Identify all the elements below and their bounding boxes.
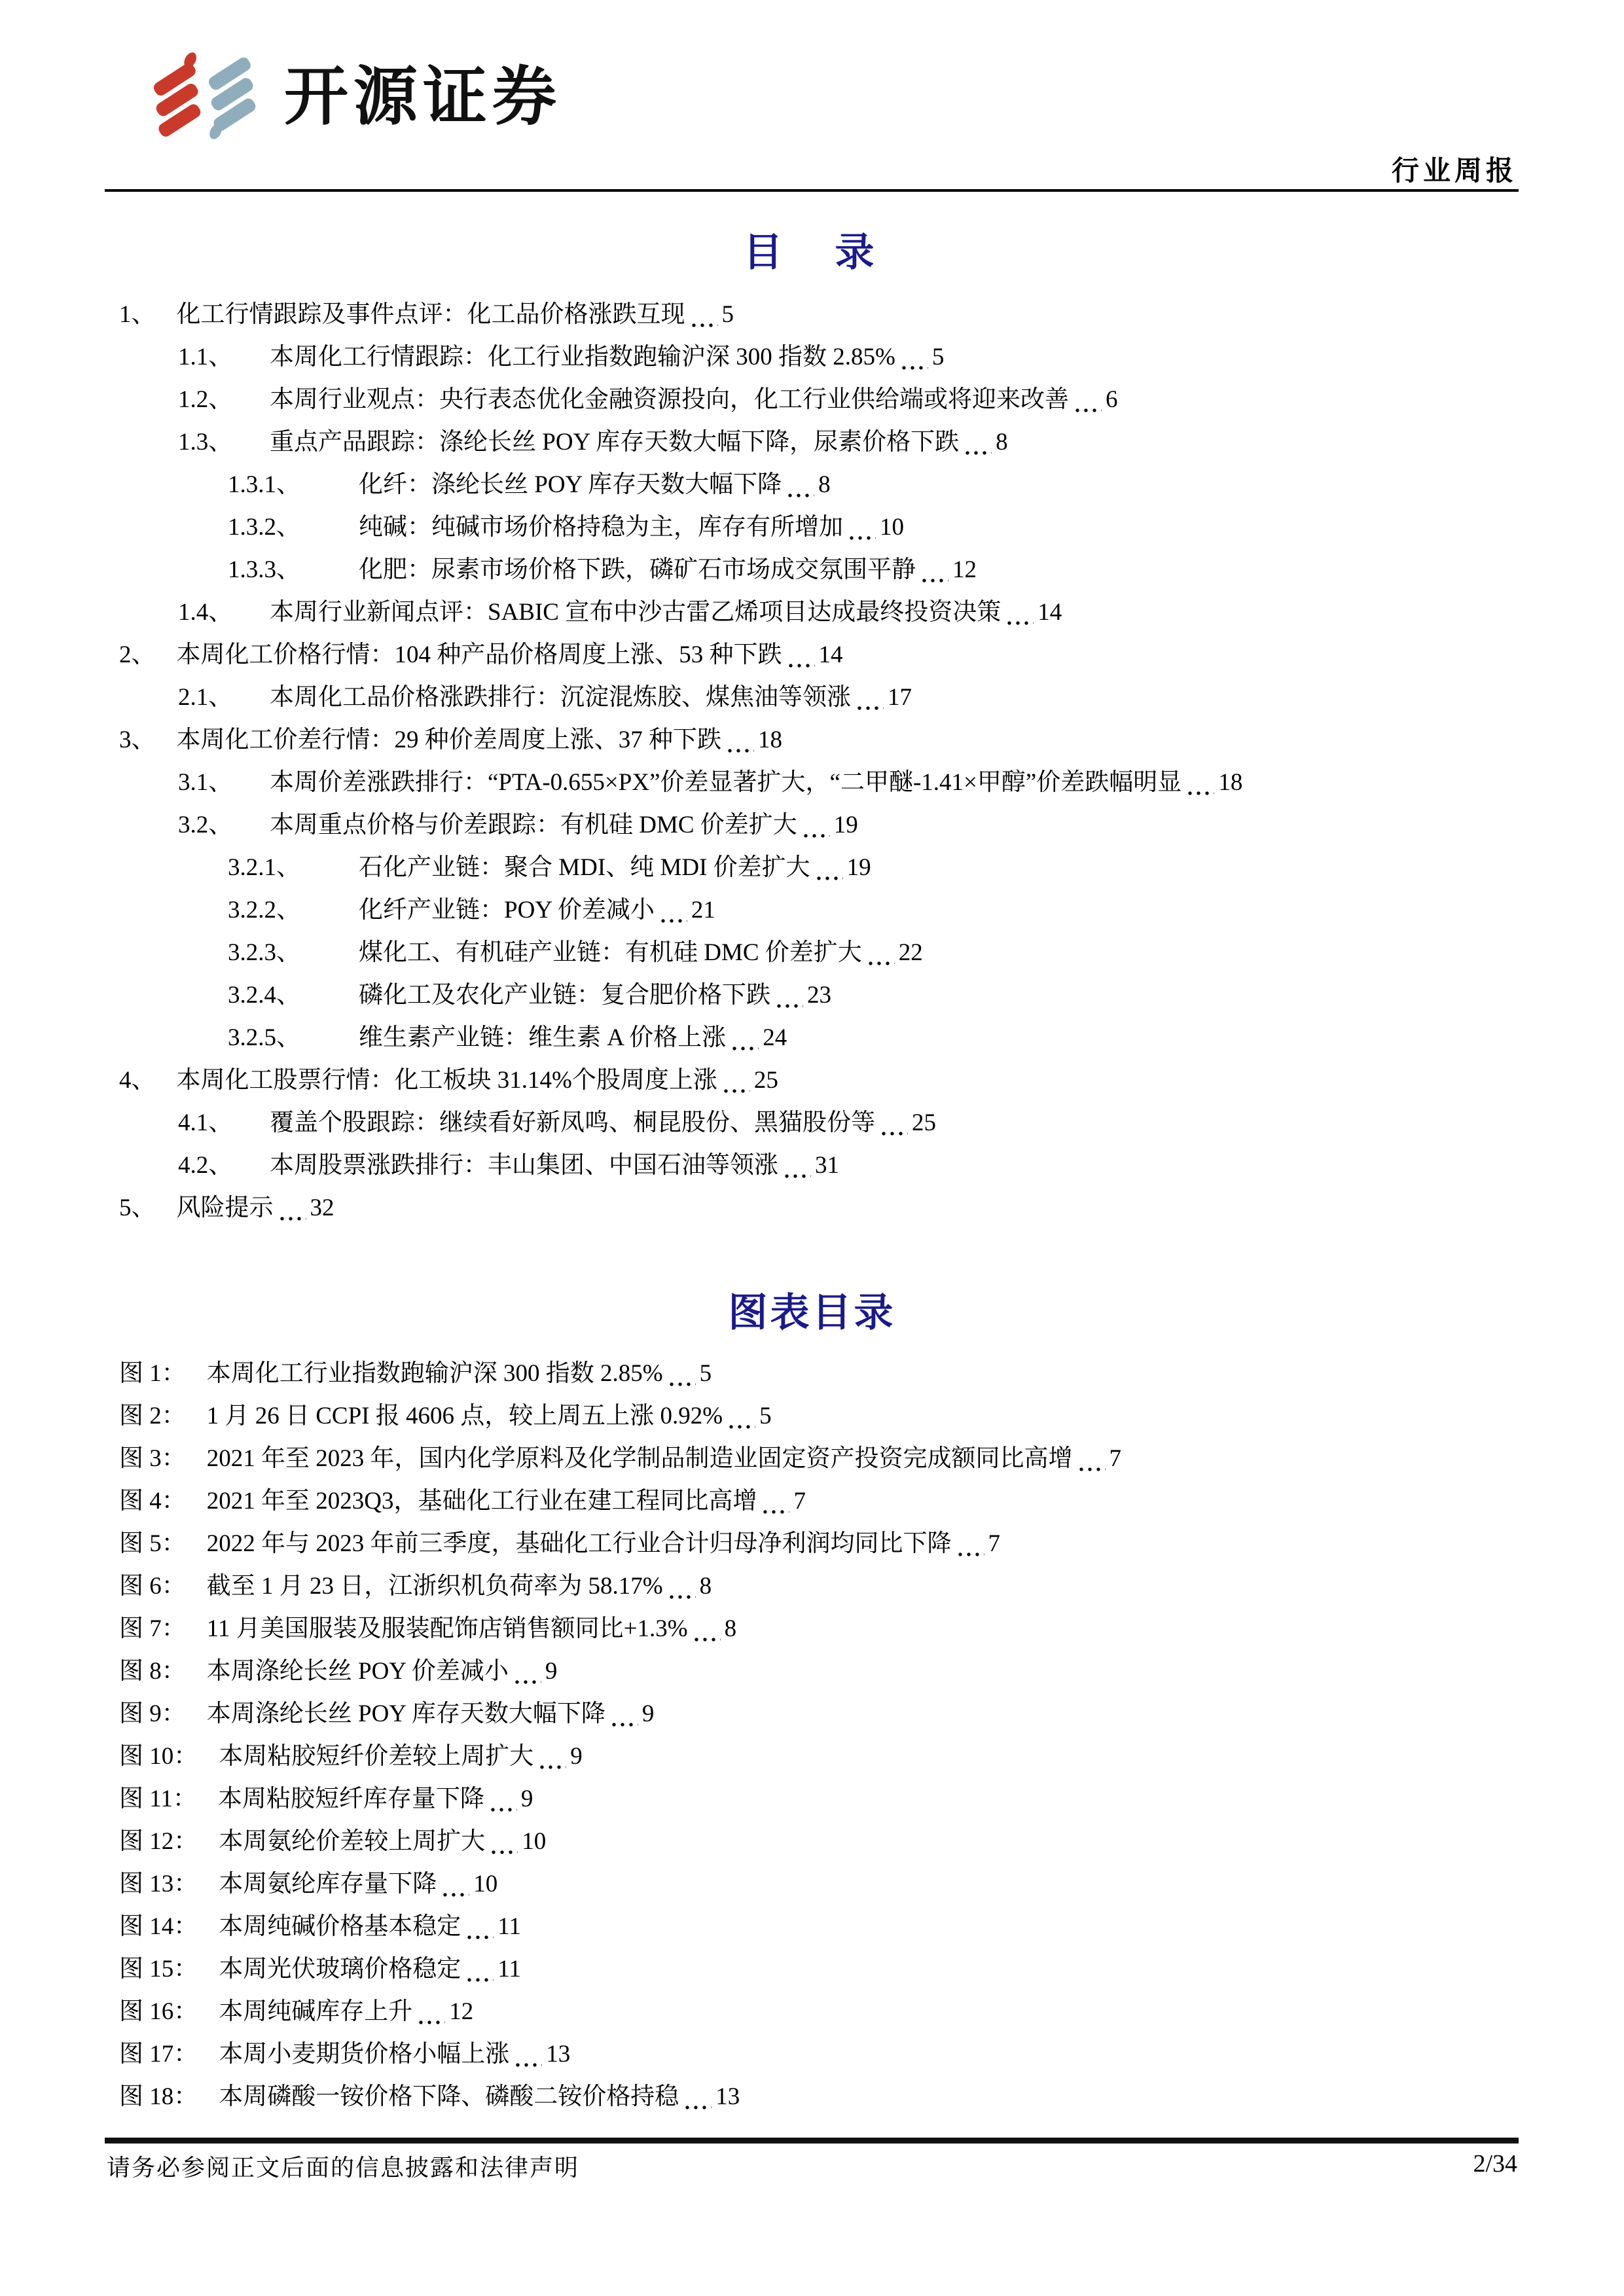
figure-entry-page: 5: [699, 1360, 712, 1387]
figure-entry-page: 9: [570, 1743, 583, 1770]
figure-toc-entry[interactable]: [105, 1735, 1519, 1778]
figure-entry-page: 13: [546, 2041, 571, 2068]
figure-toc-entry[interactable]: [105, 1480, 1519, 1522]
figure-entry-label: 本周涤纶长丝 POY 价差减小: [206, 1658, 509, 1685]
figure-toc-entry[interactable]: [105, 1990, 1519, 2033]
figure-entry-label: 截至 1 月 23 日，江浙织机负荷率为 58.17%: [206, 1573, 663, 1600]
figure-entry-label: 本周化工行业指数跑输沪深 300 指数 2.85%: [206, 1360, 663, 1387]
dot-leader: [869, 931, 895, 974]
figure-toc-entry[interactable]: [105, 1948, 1519, 1990]
dot-leader: [728, 719, 754, 761]
figure-entry-number: 图 1：: [119, 1360, 186, 1387]
dot-leader: [785, 1144, 811, 1187]
toc-entry-label: 维生素产业链：维生素 A 价格上涨: [359, 1024, 727, 1051]
figure-toc-entry[interactable]: [105, 1778, 1519, 1820]
toc-entry-label: 煤化工、有机硅产业链：有机硅 DMC 价差扩大: [359, 939, 862, 966]
dot-leader: [788, 463, 814, 506]
figure-entry-label: 本周涤纶长丝 POY 库存天数大幅下降: [206, 1700, 605, 1727]
toc-entry[interactable]: [105, 1016, 1519, 1059]
toc-entry-number: 3.2.5、: [228, 1024, 300, 1051]
toc-entry-page: 5: [931, 344, 945, 370]
toc-entry-page: 5: [721, 301, 734, 328]
dot-leader: [965, 421, 992, 463]
figures-list: [105, 1352, 1519, 2118]
toc-entry-number: 1.2、: [178, 386, 233, 413]
toc-entry-number: 1.1、: [178, 344, 233, 370]
toc-entry-number: 1.3.2、: [228, 514, 300, 541]
figure-toc-entry[interactable]: [105, 1522, 1519, 1565]
toc-entry[interactable]: [105, 591, 1519, 634]
figure-entry-label: 本周纯碱库存上升: [219, 1998, 413, 2025]
toc-entry[interactable]: [105, 846, 1519, 889]
toc-entry-page: 32: [310, 1194, 334, 1221]
footer-disclaimer: 请务必参阅正文后面的信息披露和法律声明: [107, 2155, 580, 2181]
toc-entry-page: 31: [815, 1152, 839, 1179]
dot-leader: [516, 2033, 542, 2075]
brand-logo: [149, 51, 562, 141]
dot-leader: [1079, 1437, 1106, 1480]
toc-entry[interactable]: [105, 719, 1519, 761]
toc-entry[interactable]: [105, 974, 1519, 1016]
figure-toc-entry[interactable]: [105, 1905, 1519, 1948]
figure-entry-number: 图 5：: [119, 1530, 186, 1557]
kaiyuan-logo-icon: [149, 51, 259, 141]
brand-name: 开源证券: [284, 60, 562, 132]
toc-entry[interactable]: [105, 548, 1519, 591]
dot-leader: [817, 846, 843, 889]
report-type-label: 行业周报: [1391, 156, 1517, 187]
figure-entry-label: 本周纯碱价格基本稳定: [219, 1913, 461, 1940]
toc-entry-number: 1.3.3、: [228, 556, 300, 583]
toc-entry-label: 覆盖个股跟踪：继续看好新凤鸣、桐昆股份、黑猫股份等: [270, 1109, 875, 1136]
dot-leader: [729, 1395, 755, 1437]
dot-leader: [732, 1016, 759, 1059]
toc-entry-page: 14: [1038, 599, 1062, 626]
toc-entry-label: 本周化工价格行情：104 种产品价格周度上涨、53 种下跌: [176, 641, 782, 668]
header-rule: [105, 189, 1519, 192]
figure-entry-label: 本周粘胶短纤库存量下降: [217, 1785, 484, 1812]
toc-entry-page: 14: [818, 641, 843, 668]
figure-entry-number: 图 3：: [119, 1445, 186, 1472]
toc-entry-label: 重点产品跟踪：涤纶长丝 POY 库存天数大幅下降，尿素价格下跌: [270, 429, 960, 456]
figures-title: 图表目录: [728, 1291, 896, 1335]
figure-toc-entry[interactable]: [105, 1650, 1519, 1693]
toc-entry[interactable]: [105, 293, 1519, 336]
toc-entry-number: 4、: [119, 1067, 156, 1094]
toc-entry-page: 6: [1106, 386, 1118, 413]
figure-entry-number: 图 16：: [119, 1998, 198, 2025]
figure-entry-number: 图 6：: [119, 1573, 186, 1600]
toc-entry-number: 1、: [119, 301, 156, 328]
dot-leader: [467, 1948, 494, 1990]
figure-entry-number: 图 8：: [119, 1658, 186, 1685]
toc-entry[interactable]: [105, 1102, 1519, 1144]
figure-entry-label: 2022 年与 2023 年前三季度，基础化工行业合计归母净利润均同比下降: [206, 1530, 952, 1557]
dot-leader: [491, 1778, 517, 1820]
toc-entry[interactable]: [105, 676, 1519, 719]
figure-entry-number: 图 17：: [119, 2041, 198, 2068]
toc-entry-label: 本周行业新闻点评：SABIC 宣布中沙古雷乙烯项目达成最终投资决策: [270, 599, 1001, 626]
figure-entry-page: 7: [793, 1488, 806, 1515]
toc-entry-number: 5、: [119, 1194, 156, 1221]
toc-entry-page: 8: [818, 471, 831, 498]
toc-title: 目 录: [743, 231, 881, 274]
figure-entry-number: 图 2：: [119, 1403, 186, 1429]
toc-entry-page: 24: [763, 1024, 787, 1051]
figure-entry-label: 1 月 26 日 CCPI 报 4606 点，较上周五上涨 0.92%: [206, 1403, 723, 1429]
toc-entry-label: 本周重点价格与价差跟踪：有机硅 DMC 价差扩大: [270, 812, 797, 838]
toc-entry-number: 1.3.1、: [228, 471, 300, 498]
figure-entry-number: 图 14：: [119, 1913, 198, 1940]
toc-entry-number: 2、: [119, 641, 156, 668]
toc-entry-label: 本周价差涨跌排行：“PTA-0.655×PX”价差显著扩大，“二甲醚-1.41×甲醇”价差跌幅明显: [270, 769, 1182, 796]
toc-entry-label: 本周化工行情跟踪：化工行业指数跑输沪深 300 指数 2.85%: [270, 344, 895, 370]
toc-entry-number: 2.1、: [178, 684, 233, 711]
figure-entry-page: 9: [520, 1785, 533, 1812]
figure-toc-entry[interactable]: [105, 1437, 1519, 1480]
figure-entry-number: 图 7：: [119, 1615, 186, 1642]
toc-entry-page: 18: [758, 726, 782, 753]
toc-entry-page: 10: [880, 514, 904, 541]
figure-entry-label: 本周氨纶库存量下降: [219, 1871, 437, 1897]
figure-entry-label: 本周粘胶短纤价差较上周扩大: [219, 1743, 534, 1770]
figure-entry-page: 5: [759, 1403, 772, 1429]
toc-entry-label: 本周化工股票行情：化工板块 31.14%个股周度上涨: [176, 1067, 717, 1094]
toc-entry-page: 19: [846, 854, 871, 881]
toc-entry[interactable]: [105, 1144, 1519, 1187]
dot-leader: [804, 804, 830, 846]
dot-leader: [857, 676, 884, 719]
dot-leader: [670, 1352, 696, 1395]
dot-leader: [692, 293, 718, 336]
figure-entry-number: 图 11：: [119, 1785, 197, 1812]
toc-entry-page: 25: [912, 1109, 936, 1136]
dot-leader: [902, 336, 928, 378]
figure-entry-label: 11 月美国服装及服装配饰店销售额同比+1.3%: [206, 1615, 688, 1642]
figure-entry-page: 7: [988, 1530, 1000, 1557]
toc-entry-page: 23: [807, 982, 831, 1009]
figure-entry-number: 图 10：: [119, 1743, 198, 1770]
dot-leader: [777, 974, 803, 1016]
figure-entry-number: 图 12：: [119, 1828, 198, 1855]
toc-entry-page: 8: [996, 429, 1008, 456]
toc-entry-page: 18: [1218, 769, 1243, 796]
dot-leader: [515, 1650, 541, 1693]
toc-entry-number: 4.2、: [178, 1152, 233, 1179]
toc-entry[interactable]: [105, 463, 1519, 506]
dot-leader: [540, 1735, 566, 1778]
toc-entry-label: 本周行业观点：央行表态优化金融资源投向，化工行业供给端或将迎来改善: [270, 386, 1069, 413]
toc-entry-number: 3.1、: [178, 769, 233, 796]
dot-leader: [443, 1863, 469, 1905]
figure-entry-page: 9: [641, 1700, 655, 1727]
dot-leader: [685, 2075, 712, 2118]
figure-entry-number: 图 9：: [119, 1700, 186, 1727]
toc-entry[interactable]: [105, 1059, 1519, 1102]
figure-entry-page: 9: [545, 1658, 558, 1685]
toc-entry-page: 19: [833, 812, 858, 838]
toc-entry-label: 风险提示: [176, 1194, 274, 1221]
figure-entry-number: 图 15：: [119, 1956, 198, 1982]
toc-entry-number: 3.2.3、: [228, 939, 300, 966]
toc-entry-page: 21: [691, 897, 715, 924]
dot-leader: [661, 889, 687, 931]
dot-leader: [724, 1059, 750, 1102]
figure-toc-entry[interactable]: [105, 1565, 1519, 1607]
figure-entry-label: 本周氨纶价差较上周扩大: [219, 1828, 486, 1855]
toc-entry-number: 3.2.1、: [228, 854, 300, 881]
figure-entry-number: 图 13：: [119, 1871, 198, 1897]
toc-entry-label: 磷化工及农化产业链：复合肥价格下跌: [359, 982, 770, 1009]
dot-leader: [280, 1187, 306, 1229]
figure-toc-entry[interactable]: [105, 1820, 1519, 1863]
figure-entry-number: 图 18：: [119, 2083, 198, 2110]
dot-leader: [1075, 378, 1102, 421]
toc-entry-number: 3、: [119, 726, 156, 753]
toc-entry-label: 本周化工价差行情：29 种价差周度上涨、37 种下跌: [176, 726, 721, 753]
figure-entry-page: 11: [497, 1913, 521, 1940]
figure-entry-page: 13: [715, 2083, 740, 2110]
toc-entry[interactable]: [105, 761, 1519, 804]
dot-leader: [763, 1480, 789, 1522]
toc-entry[interactable]: [105, 1187, 1519, 1229]
figure-entry-label: 本周磷酸一铵价格下降、磷酸二铵价格持稳: [219, 2083, 679, 2110]
toc-entry-label: 本周股票涨跌排行：丰山集团、中国石油等领涨: [270, 1152, 778, 1179]
toc-list: [105, 293, 1519, 1229]
figure-toc-entry[interactable]: [105, 1395, 1519, 1437]
figure-entry-label: 2021 年至 2023Q3，基础化工行业在建工程同比高增: [206, 1488, 757, 1515]
dot-leader: [695, 1607, 721, 1650]
dot-leader: [670, 1565, 696, 1607]
figure-entry-page: 8: [724, 1615, 737, 1642]
toc-entry[interactable]: [105, 378, 1519, 421]
toc-entry-number: 3.2、: [178, 812, 233, 838]
toc-entry-number: 1.3、: [178, 429, 233, 456]
figure-toc-entry[interactable]: [105, 2075, 1519, 2118]
toc-entry-page: 17: [888, 684, 912, 711]
toc-entry-number: 3.2.2、: [228, 897, 300, 924]
toc-entry-label: 化工行情跟踪及事件点评：化工品价格涨跌互现: [176, 301, 685, 328]
dot-leader: [850, 506, 876, 548]
dot-leader: [467, 1905, 494, 1948]
figure-entry-label: 2021 年至 2023 年，国内化学原料及化学制品制造业固定资产投资完成额同比高增: [206, 1445, 1073, 1472]
toc-entry-page: 25: [753, 1067, 778, 1094]
dot-leader: [789, 634, 815, 676]
toc-entry-page: 22: [898, 939, 923, 966]
toc-entry-label: 本周化工品价格涨跌排行：沉淀混炼胶、煤焦油等领涨: [270, 684, 851, 711]
figure-toc-entry[interactable]: [105, 1607, 1519, 1650]
toc-entry-page: 12: [952, 556, 977, 583]
toc-entry[interactable]: [105, 506, 1519, 548]
toc-entry-number: 4.1、: [178, 1109, 233, 1136]
dot-leader: [612, 1693, 638, 1735]
dot-leader: [882, 1102, 908, 1144]
footer-page-indicator: 2/34: [1473, 2150, 1517, 2178]
dot-leader: [492, 1820, 518, 1863]
toc-entry[interactable]: [105, 931, 1519, 974]
toc-entry[interactable]: [105, 421, 1519, 463]
toc-entry[interactable]: [105, 634, 1519, 676]
dot-leader: [419, 1990, 445, 2033]
figure-entry-page: 12: [449, 1998, 474, 2025]
toc-entry-label: 石化产业链：聚合 MDI、纯 MDI 价差扩大: [359, 854, 810, 881]
figure-toc-entry[interactable]: [105, 2033, 1519, 2075]
figure-entry-page: 7: [1109, 1445, 1121, 1472]
dot-leader: [958, 1522, 984, 1565]
dot-leader: [1188, 761, 1214, 804]
figure-entry-page: 10: [522, 1828, 547, 1855]
toc-entry-label: 纯碱：纯碱市场价格持稳为主，库存有所增加: [359, 514, 843, 541]
figure-toc-entry[interactable]: [105, 1693, 1519, 1735]
figure-entry-label: 本周小麦期货价格小幅上涨: [219, 2041, 510, 2068]
toc-entry[interactable]: [105, 889, 1519, 931]
toc-entry[interactable]: [105, 336, 1519, 378]
figure-entry-page: 10: [473, 1871, 498, 1897]
toc-entry[interactable]: [105, 804, 1519, 846]
figure-entry-page: 11: [497, 1956, 521, 1982]
toc-entry-label: 化纤：涤纶长丝 POY 库存天数大幅下降: [359, 471, 782, 498]
footer-rule: [105, 2138, 1519, 2144]
dot-leader: [922, 548, 948, 591]
toc-entry-label: 化肥：尿素市场价格下跌，磷矿石市场成交氛围平静: [359, 556, 916, 583]
figure-entry-number: 图 4：: [119, 1488, 186, 1515]
figure-toc-entry[interactable]: [105, 1352, 1519, 1395]
figure-entry-label: 本周光伏玻璃价格稳定: [219, 1956, 461, 1982]
toc-entry-number: 1.4、: [178, 599, 233, 626]
figure-entry-page: 8: [699, 1573, 712, 1600]
toc-entry-label: 化纤产业链：POY 价差减小: [359, 897, 655, 924]
figure-toc-entry[interactable]: [105, 1863, 1519, 1905]
toc-entry-number: 3.2.4、: [228, 982, 300, 1009]
dot-leader: [1007, 591, 1034, 634]
